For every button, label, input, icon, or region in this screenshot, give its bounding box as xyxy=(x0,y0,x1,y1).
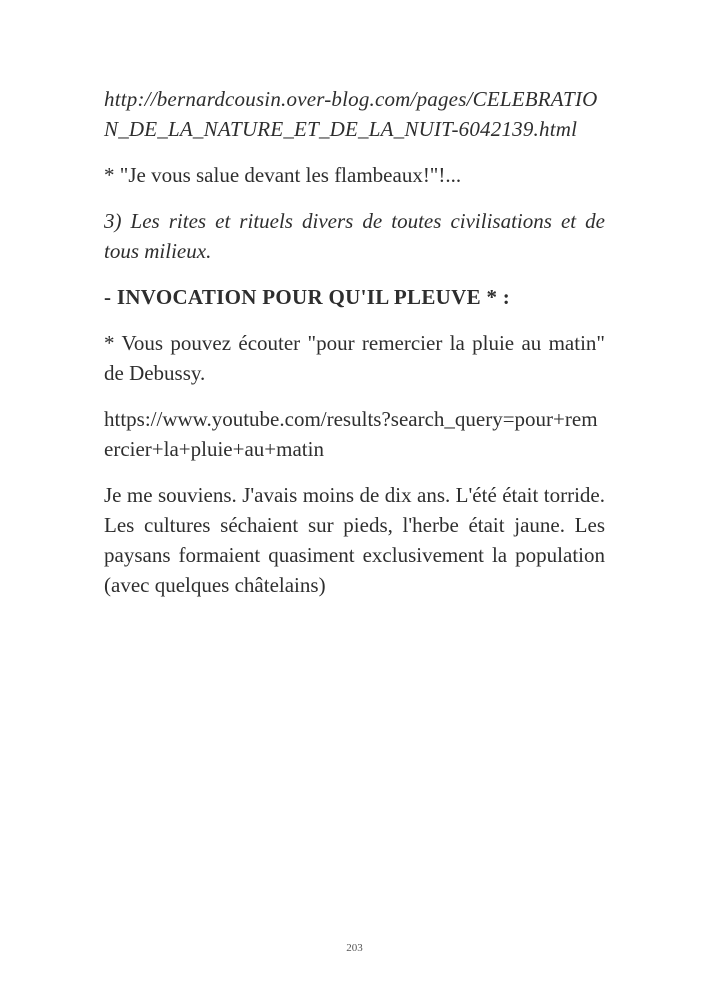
blog-url-link[interactable]: http://bernardcousin.over-blog.com/pages/CELEBRATION_DE_LA_NATURE_ET_DE_LA_NUIT-6042139.html xyxy=(104,87,598,141)
salutation-line: * "Je vous salue devant les flambeaux!"!... xyxy=(104,163,462,187)
page-number: 203 xyxy=(346,942,363,954)
memory-paragraph: Je me souviens. J'avais moins de dix ans. L'été était torride. Les cultures séchaient sur pieds, l'herbe était jaune. Les paysans formaient quasiment exclusivement la population (avec quelques châtelains) xyxy=(104,483,605,597)
page-body xyxy=(104,84,605,600)
section-title: 3) Les rites et rituels divers de toutes civilisations et de tous milieux. xyxy=(104,209,605,263)
youtube-link[interactable]: https://www.youtube.com/results?search_query=pour+remercier+la+pluie+au+matin xyxy=(104,407,598,461)
invocation-heading: - INVOCATION POUR QU'IL PLEUVE * : xyxy=(104,285,511,309)
listen-note: * Vous pouvez écouter "pour remercier la pluie au matin" de Debussy. xyxy=(104,331,605,385)
